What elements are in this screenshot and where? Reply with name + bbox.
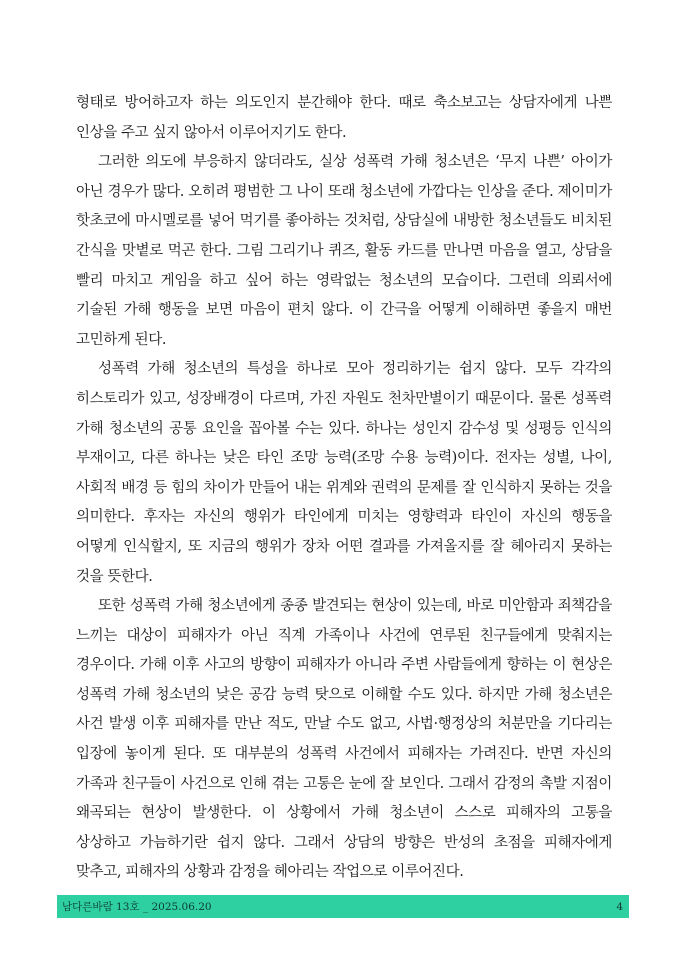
footer-page-number: 4 — [616, 900, 623, 913]
footer-publication: 남다른바람 13호 _ 2025.06.20 — [62, 901, 212, 913]
paragraph-2: 그러한 의도에 부응하지 않더라도, 실상 성폭력 가해 청소년은 ‘무지 나쁜’ 아이가 아닌 경우가 많다. 오히려 평범한 그 나이 또래 청소년에 가깝다는 인상을 준다. 제이미가 핫초코에 마시멜로를 넣어 먹기를 좋아하는 것처럼, 상담실에 내방한 청소년들도 비치된 간식을 맛볕로 먹곤 한다. 그림 그리기나 퀴즈, 활동 카드를 만나면 마음을 열고, 상담을 빨리 마치고 게임을 하고 싶어 하는 영락없는 청소년의 모습이다. 그런데 의뢰서에 기술된 가해 행동을 보면 마음이 편치 않다. 이 간극을 어떻게 이해하면 좋을지 매번 고민하게 된다. — [76, 154, 612, 348]
paragraph-3: 성폭력 가해 청소년의 특성을 하나로 모아 정리하기는 쉽지 않다. 모두 각각의 히스토리가 있고, 성장배경이 다르며, 가진 자원도 천차만별이기 때문이다. 물론 성폭력 가해 청소년의 공통 요인을 꼽아볼 수는 있다. 하나는 성인지 감수성 및 성평등 인식의 부재이고, 다른 하나는 낮은 타인 조망 능력(조망 수용 능력)이다. 전자는 성별, 나이, 사회적 배경 등 힘의 차이가 만들어 내는 위계와 권력의 문제를 잘 인식하지 못하는 것을 의미한다. 후자는 자신의 행위가 타인에게 미치는 영향력과 타인이 자신의 행동을 어떻게 인식할지, 또 지금의 행위가 장차 어떤 결과를 가져올지를 잘 헤아리지 못하는 것을 뜻한다. — [76, 361, 612, 585]
paragraph-1: 형태로 방어하고자 하는 의도인지 분간해야 한다. 때로 축소보고는 상담자에게 나쁜 인상을 주고 싶지 않아서 이루어지기도 한다. — [76, 95, 612, 141]
page-body — [76, 89, 612, 888]
paragraph-4: 또한 성폭력 가해 청소년에게 종종 발견되는 현상이 있는데, 바로 미안함과 죄책감을 느끼는 대상이 피해자가 아닌 직계 가족이나 사건에 연루된 친구들에게 맞춰지는 경우이다. 가해 이후 사고의 방향이 피해자가 아니라 주변 사람들에게 향하는 이 현상은 성폭력 가해 청소년의 낮은 공감 능력 탓으로 이해할 수도 있다. 하지만 가해 청소년은 사건 발생 이후 피해자를 만난 적도, 만날 수도 없고, 사법·행정상의 처분만을 기다리는 입장에 놓이게 된다. 또 대부분의 성폭력 사건에서 피해자는 가려진다. 반면 자신의 가족과 친구들이 사건으로 인해 겪는 고통은 눈에 잘 보인다. 그래서 감정의 촉발 지점이 왜곡되는 현상이 발생한다. 이 상황에서 가해 청소년이 스스로 피해자의 고통을 상상하고 가늠하기란 쉽지 않다. 그래서 상담의 방향은 반성의 초점을 피해자에게 맞추고, 피해자의 상황과 감정을 헤아리는 작업으로 이루어진다. — [76, 598, 612, 881]
page-footer — [57, 895, 629, 918]
